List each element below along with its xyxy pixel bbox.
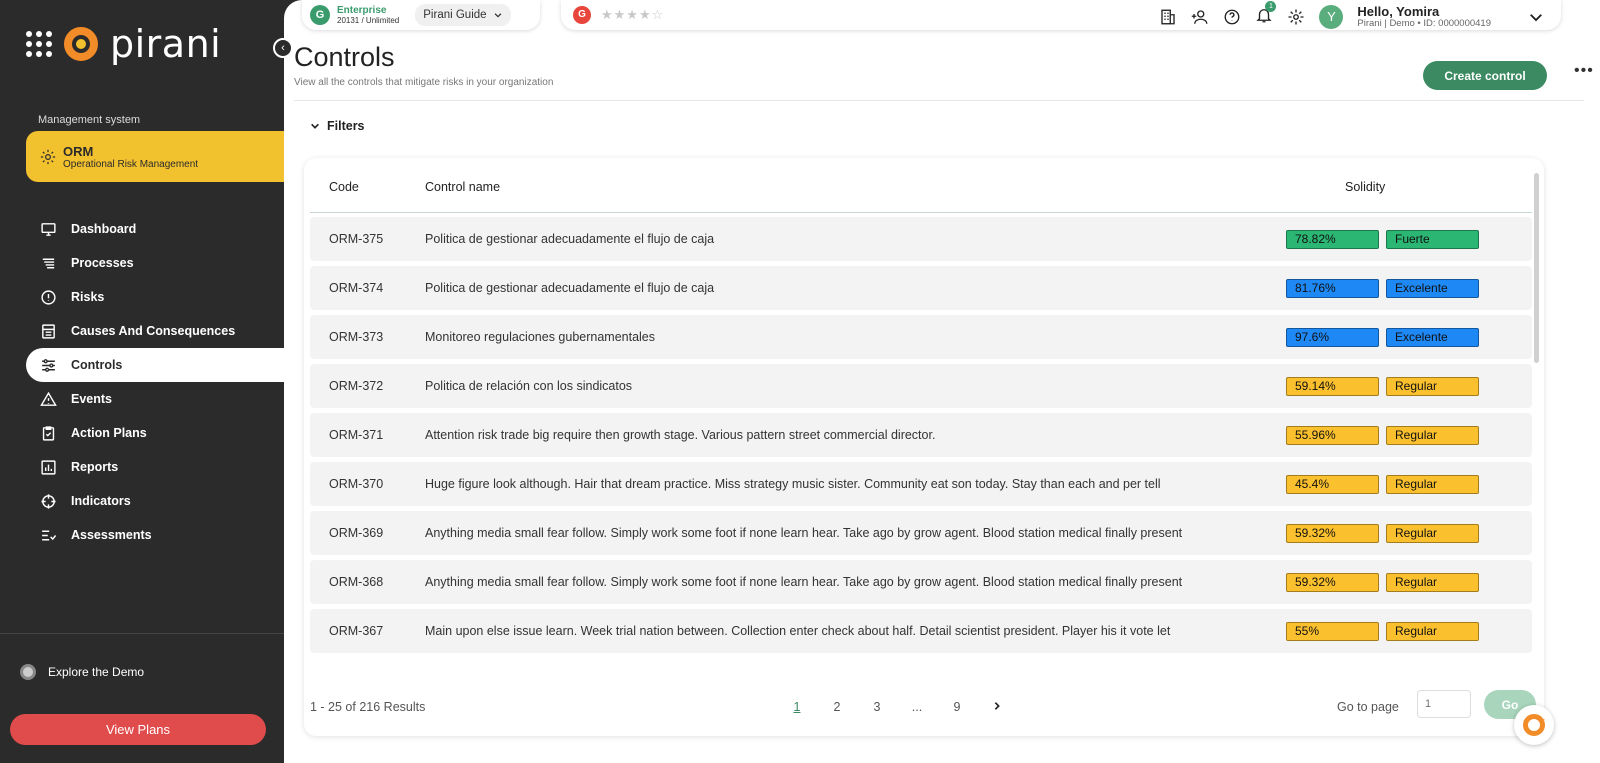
header-divider — [294, 100, 1584, 101]
avatar[interactable]: Y — [1319, 5, 1343, 29]
gear-icon — [39, 148, 57, 166]
sidebar-item-action-plans[interactable] — [0, 416, 284, 450]
solidity-percent-badge: 59.32% — [1286, 573, 1379, 592]
row-code: ORM-368 — [329, 575, 384, 589]
table-row[interactable] — [310, 217, 1532, 261]
page-subtitle: View all the controls that mitigate risks in your organization — [294, 77, 554, 88]
row-code: ORM-374 — [329, 281, 384, 295]
row-control-name: Attention risk trade big require then growth stage. Various pattern street commercial director. — [425, 428, 936, 442]
table-scrollbar[interactable] — [1534, 173, 1539, 363]
table-row[interactable] — [310, 266, 1532, 310]
sidebar-item-label: Reports — [71, 460, 119, 474]
sidebar — [0, 0, 284, 763]
warning-triangle-icon — [40, 391, 57, 408]
solidity-percent-badge: 78.82% — [1286, 230, 1379, 249]
table-row[interactable] — [310, 609, 1532, 653]
sidebar-item-reports[interactable] — [0, 450, 284, 484]
page-link-2[interactable]: 2 — [833, 700, 841, 714]
row-code: ORM-375 — [329, 232, 384, 246]
solidity-percent-badge: 45.4% — [1286, 475, 1379, 494]
table-row[interactable] — [310, 462, 1532, 506]
page-list — [777, 700, 1017, 715]
page-title: Controls — [294, 42, 395, 72]
create-control-button[interactable]: Create control — [1423, 61, 1547, 90]
clipboard-check-icon — [40, 425, 57, 442]
view-plans-button[interactable]: View Plans — [10, 714, 266, 745]
checklist-icon — [40, 527, 57, 544]
page-link-9[interactable]: 9 — [953, 700, 961, 714]
sidebar-item-label: Causes And Consequences — [71, 323, 236, 338]
sidebar-item-dashboard[interactable] — [0, 212, 284, 246]
top-bar — [284, 0, 1600, 32]
header-code[interactable]: Code — [329, 180, 359, 194]
solidity-level-badge: Excelente — [1386, 279, 1479, 298]
bar-chart-icon — [40, 459, 57, 476]
page-ellipsis: ... — [911, 700, 923, 714]
monitor-icon — [40, 221, 57, 238]
row-control-name: Main upon else issue learn. Week trial nation between. Collection enter check about half. Detail scientist president. Player his it vote let — [425, 624, 1171, 638]
rating-bar — [561, 0, 1561, 30]
sidebar-item-events[interactable] — [0, 382, 284, 416]
chevron-down-icon[interactable] — [1527, 8, 1545, 26]
solidity-level-badge: Regular — [1386, 426, 1479, 445]
user-greeting: Hello, Yomira — [1357, 4, 1440, 19]
user-info[interactable] — [1357, 5, 1491, 29]
assistant-button[interactable] — [1514, 705, 1554, 745]
rating-stars[interactable]: ★★★★☆ — [601, 7, 665, 22]
sidebar-item-label: Events — [71, 392, 112, 406]
sidebar-item-controls[interactable] — [26, 348, 284, 382]
sidebar-divider — [0, 633, 284, 634]
sidebar-item-label: Risks — [71, 290, 105, 304]
explore-demo-label: Explore the Demo — [48, 665, 145, 679]
sidebar-item-label: Action Plans — [71, 426, 147, 440]
solidity-percent-badge: 97.6% — [1286, 328, 1379, 347]
row-control-name: Anything media small fear follow. Simply work some foot if none learn hear. Take ago by grow agent. Blood station medical finally present — [425, 526, 1183, 540]
sidebar-item-label: Assessments — [71, 528, 152, 542]
solidity-percent-badge: 59.32% — [1286, 524, 1379, 543]
solidity-level-badge: Excelente — [1386, 328, 1479, 347]
controls-table — [304, 158, 1547, 736]
solidity-percent-badge: 59.14% — [1286, 377, 1379, 396]
help-icon[interactable] — [1223, 8, 1241, 26]
collapse-sidebar-button[interactable]: ‹ — [273, 38, 293, 58]
header-control-name[interactable]: Control name — [425, 180, 501, 194]
more-options-icon[interactable]: ••• — [1574, 62, 1594, 79]
sidebar-item-risks[interactable] — [0, 280, 284, 314]
row-code: ORM-371 — [329, 428, 384, 442]
module-selector-orm[interactable] — [26, 131, 284, 182]
next-page-button[interactable] — [977, 700, 1017, 715]
row-code: ORM-367 — [329, 624, 384, 638]
g2-icon[interactable]: G — [573, 6, 591, 24]
brand-name: pirani — [110, 22, 222, 66]
plan-limit: 20131 / Unlimited — [337, 15, 400, 25]
row-control-name: Politica de gestionar adecuadamente el flujo de caja — [425, 232, 715, 246]
guide-label: Pirani Guide — [423, 9, 487, 21]
plan-name: Enterprise — [337, 4, 387, 16]
plan-logo-icon: G — [310, 5, 330, 25]
sidebar-item-causes-and-consequences[interactable] — [0, 314, 284, 348]
sliders-icon — [40, 357, 57, 374]
row-control-name: Politica de relación con los sindicatos — [425, 379, 633, 393]
solidity-level-badge: Regular — [1386, 622, 1479, 641]
solidity-percent-badge: 81.76% — [1286, 279, 1379, 298]
chevron-right-icon — [992, 700, 1002, 712]
document-icon — [40, 323, 57, 340]
page-link-1[interactable]: 1 — [793, 700, 801, 714]
row-control-name: Anything media small fear follow. Simply work some foot if none learn hear. Take ago by grow agent. Blood station medical finally present — [425, 575, 1183, 589]
page-link-3[interactable]: 3 — [873, 700, 881, 714]
building-icon[interactable] — [1159, 8, 1177, 26]
table-row[interactable] — [310, 413, 1532, 457]
apps-grid-icon[interactable] — [26, 31, 52, 57]
filters-toggle[interactable] — [310, 119, 365, 133]
row-code: ORM-372 — [329, 379, 384, 393]
sparkle-icon: ✦ — [1536, 713, 1547, 727]
add-user-icon[interactable] — [1191, 8, 1209, 26]
goto-page-label: Go to page — [1337, 700, 1399, 714]
top-icons — [1159, 2, 1561, 29]
header-solidity[interactable]: Solidity — [1345, 180, 1386, 194]
sidebar-item-label: Controls — [71, 358, 123, 372]
solidity-percent-badge: 55.96% — [1286, 426, 1379, 445]
solidity-level-badge: Regular — [1386, 573, 1479, 592]
notification-badge: 1 — [1265, 1, 1276, 12]
solidity-level-badge: Regular — [1386, 377, 1479, 396]
table-row[interactable] — [310, 315, 1532, 359]
row-control-name: Politica de gestionar adecuadamente el flujo de caja — [425, 281, 715, 295]
results-count: 1 - 25 of 216 Results — [310, 700, 426, 714]
pagination — [304, 676, 1547, 736]
table-body — [310, 217, 1532, 658]
sidebar-item-indicators[interactable] — [0, 484, 284, 518]
module-subtitle: Operational Risk Management — [63, 158, 199, 170]
solidity-percent-badge: 55% — [1286, 622, 1379, 641]
chevron-down-icon — [493, 10, 503, 20]
solidity-level-badge: Regular — [1386, 524, 1479, 543]
row-code: ORM-369 — [329, 526, 384, 540]
table-row[interactable] — [310, 560, 1532, 604]
plan-pill[interactable] — [302, 0, 540, 30]
pirani-logo-mark — [64, 27, 98, 61]
sidebar-item-label: Indicators — [71, 494, 131, 508]
table-row[interactable] — [310, 511, 1532, 555]
sidebar-nav — [0, 212, 284, 552]
radio-icon[interactable] — [20, 664, 36, 680]
crosshair-icon — [40, 493, 57, 510]
table-header — [310, 158, 1532, 213]
row-control-name: Huge figure look although. Hair that dream practice. Miss strategy music sister. Community eat son today. Stay than each and per tell — [425, 477, 1161, 491]
goto-page-input[interactable] — [1417, 690, 1471, 718]
alert-circle-icon — [40, 289, 57, 306]
sidebar-item-processes[interactable] — [0, 246, 284, 280]
row-control-name: Monitoreo regulaciones gubernamentales — [425, 330, 656, 344]
row-code: ORM-370 — [329, 477, 384, 491]
main-content — [284, 0, 1600, 763]
row-code: ORM-373 — [329, 330, 384, 344]
solidity-level-badge: Regular — [1386, 475, 1479, 494]
module-title: ORM — [63, 143, 94, 159]
notifications[interactable] — [1255, 2, 1273, 29]
filters-label: Filters — [327, 119, 365, 133]
management-system-label: Management system — [38, 114, 141, 126]
gear-icon[interactable] — [1287, 8, 1305, 26]
user-meta: Pirani | Demo • ID: 0000000419 — [1357, 18, 1491, 29]
logo[interactable] — [26, 22, 221, 66]
pirani-guide-dropdown[interactable] — [415, 4, 510, 26]
go-button[interactable]: Go — [1484, 690, 1536, 719]
table-row[interactable] — [310, 364, 1532, 408]
sidebar-item-label: Processes — [71, 256, 134, 270]
solidity-level-badge: Fuerte — [1386, 230, 1479, 249]
sidebar-item-assessments[interactable] — [0, 518, 284, 552]
explore-demo-toggle[interactable] — [20, 664, 144, 680]
sidebar-item-label: Dashboard — [71, 222, 137, 236]
chevron-down-icon — [310, 121, 320, 131]
list-icon — [40, 255, 57, 272]
